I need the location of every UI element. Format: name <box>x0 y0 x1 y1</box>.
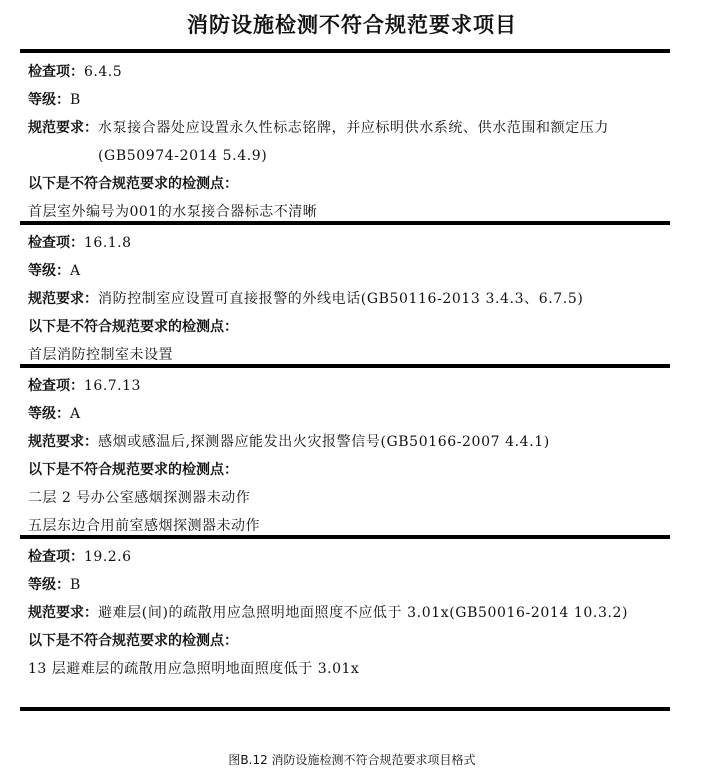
requirement-row <box>28 285 668 313</box>
requirement-label: 规范要求： <box>28 291 98 307</box>
check-item-section <box>28 372 668 540</box>
requirement-row <box>28 114 668 170</box>
grade-label: 等级： <box>28 406 70 422</box>
requirement-label: 规范要求： <box>28 120 98 136</box>
grade-row <box>28 257 668 285</box>
section-divider <box>20 707 670 711</box>
check-item-row <box>28 372 668 400</box>
grade-value: B <box>70 92 81 108</box>
grade-label: 等级： <box>28 263 70 279</box>
requirement-text: 感烟或感温后,探测器应能发出火灾报警信号(GB50166-2007 4.4.1) <box>98 434 550 450</box>
grade-label: 等级： <box>28 92 70 108</box>
check-item-section <box>28 543 668 683</box>
check-item-label: 检查项： <box>28 235 84 251</box>
inspection-point: 五层东边合用前室感烟探测器未动作 <box>28 518 260 534</box>
points-header: 以下是不符合规范要求的检测点： <box>28 633 238 649</box>
grade-row <box>28 400 668 428</box>
inspection-point: 二层 2 号办公室感烟探测器未动作 <box>28 490 251 506</box>
check-item-row <box>28 229 668 257</box>
grade-row <box>28 86 668 114</box>
check-item-value: 6.4.5 <box>84 64 123 80</box>
check-item-row <box>28 58 668 86</box>
section-divider <box>20 49 670 53</box>
check-item-row <box>28 543 668 571</box>
requirement-label: 规范要求： <box>28 605 98 621</box>
check-item-section <box>28 58 668 226</box>
check-item-value: 16.1.8 <box>84 235 132 251</box>
check-item-section <box>28 229 668 369</box>
grade-value: A <box>70 263 81 279</box>
check-item-value: 16.7.13 <box>84 378 141 394</box>
document-title: 消防设施检测不符合规范要求项目 <box>187 13 517 37</box>
inspection-point: 首层消防控制室未设置 <box>28 347 173 363</box>
requirement-text: 水泵接合器处应设置永久性标志铭牌，并应标明供水系统、供水范围和额定压力(GB50974-2014 5.4.9) <box>98 120 609 164</box>
check-item-label: 检查项： <box>28 64 84 80</box>
requirement-label: 规范要求： <box>28 434 98 450</box>
check-item-label: 检查项： <box>28 378 84 394</box>
grade-value: A <box>70 406 81 422</box>
points-header: 以下是不符合规范要求的检测点： <box>28 176 238 192</box>
figure-caption: 图B.12 消防设施检测不符合规范要求项目格式 <box>228 753 476 767</box>
grade-label: 等级： <box>28 577 70 593</box>
grade-value: B <box>70 577 81 593</box>
check-item-value: 19.2.6 <box>84 549 132 565</box>
requirement-text: 消防控制室应设置可直接报警的外线电话(GB50116-2013 3.4.3、6.7.5) <box>98 291 584 307</box>
points-header: 以下是不符合规范要求的检测点： <box>28 462 238 478</box>
grade-row <box>28 571 668 599</box>
check-item-label: 检查项： <box>28 549 84 565</box>
points-header: 以下是不符合规范要求的检测点： <box>28 319 238 335</box>
requirement-row <box>28 599 668 627</box>
requirement-row <box>28 428 668 456</box>
inspection-point: 首层室外编号为001的水泵接合器标志不清晰 <box>28 204 318 220</box>
requirement-text: 避难层(间)的疏散用应急照明地面照度不应低于 3.01x(GB50016-2014 10.3.2) <box>98 605 629 621</box>
inspection-point: 13 层避难层的疏散用应急照明地面照度低于 3.01x <box>28 661 360 677</box>
